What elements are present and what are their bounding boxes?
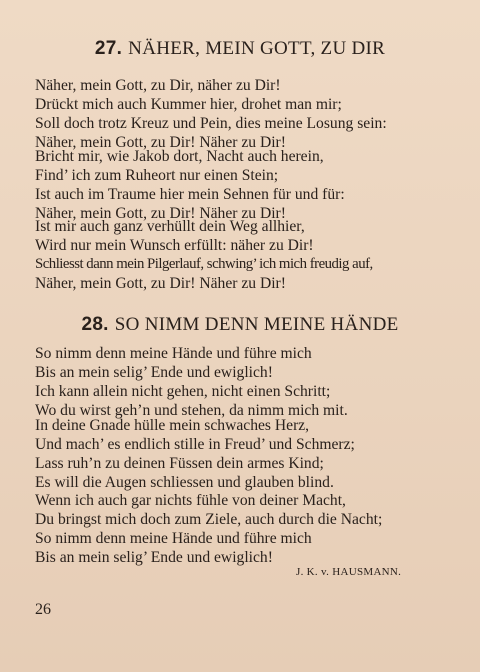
verse-line: Du bringst mich doch zum Ziele, auch durch die Nacht; bbox=[35, 511, 383, 528]
verse-line: Bis an mein selig’ Ende und ewiglich! bbox=[35, 364, 273, 381]
hymn-28-stanza-2 bbox=[35, 416, 355, 492]
verse-line: Ist mir auch ganz verhüllt dein Weg allhier, bbox=[35, 218, 305, 235]
verse-line: Wo du wirst geh’n und stehen, da nimm mich mit. bbox=[35, 402, 348, 419]
verse-line: Schliesst dann mein Pilgerlauf, schwing’ ich mich freudig auf, bbox=[35, 256, 373, 272]
verse-line: Drückt mich auch Kummer hier, drohet man mir; bbox=[35, 96, 342, 113]
verse-line: Näher, mein Gott, zu Dir! Näher zu Dir! bbox=[35, 134, 286, 151]
verse-line: So nimm denn meine Hände und führe mich bbox=[35, 345, 312, 362]
verse-line: Bis an mein selig’ Ende und ewiglich! bbox=[35, 549, 273, 566]
hymn-28-stanza-1 bbox=[35, 344, 348, 420]
verse-line: In deine Gnade hülle mein schwaches Herz, bbox=[35, 417, 310, 434]
verse-line: Soll doch trotz Kreuz und Pein, dies meine Losung sein: bbox=[35, 115, 387, 132]
hymn-27-heading bbox=[0, 37, 480, 60]
verse-line: Es will die Augen schliessen und glauben blind. bbox=[35, 474, 334, 491]
verse-line: Und mach’ es endlich stille in Freud’ und Schmerz; bbox=[35, 436, 355, 453]
verse-line: Wenn ich auch gar nichts fühle von deiner Macht, bbox=[35, 492, 346, 509]
verse-line: Ist auch im Traume hier mein Sehnen für und für: bbox=[35, 186, 345, 203]
hymn-28-heading bbox=[0, 313, 480, 336]
verse-line: Näher, mein Gott, zu Dir, näher zu Dir! bbox=[35, 77, 281, 94]
verse-line: So nimm denn meine Hände und führe mich bbox=[35, 530, 312, 547]
hymn-28-stanza-3 bbox=[35, 491, 382, 567]
verse-line: Näher, mein Gott, zu Dir! Näher zu Dir! bbox=[35, 205, 286, 222]
hymn-27-number: 27. bbox=[94, 38, 123, 59]
verse-line: Wird nur mein Wunsch erfüllt: näher zu Dir! bbox=[35, 237, 314, 254]
hymn-27-stanza-2 bbox=[35, 147, 345, 223]
hymn-27-title: NÄHER, MEIN GOTT, ZU DIR bbox=[128, 38, 386, 59]
verse-line: Find’ ich zum Ruheort nur einen Stein; bbox=[35, 167, 279, 184]
verse-line: Lass ruh’n zu deinen Füssen dein armes Kind; bbox=[35, 455, 324, 472]
page-number: 26 bbox=[35, 601, 51, 618]
hymn-27-stanza-3 bbox=[35, 217, 373, 293]
verse-line: Ich kann allein nicht gehen, nicht einen Schritt; bbox=[35, 383, 331, 400]
verse-line: Bricht mir, wie Jakob dort, Nacht auch herein, bbox=[35, 148, 324, 165]
hymn-27-stanza-1 bbox=[35, 76, 387, 152]
verse-line: Näher, mein Gott, zu Dir! Näher zu Dir! bbox=[35, 275, 286, 292]
hymn-28-title: SO NIMM DENN MEINE HÄNDE bbox=[114, 314, 399, 335]
hymn-28-number: 28. bbox=[81, 314, 109, 335]
author-attribution: J. K. v. HAUSMANN. bbox=[296, 566, 402, 578]
